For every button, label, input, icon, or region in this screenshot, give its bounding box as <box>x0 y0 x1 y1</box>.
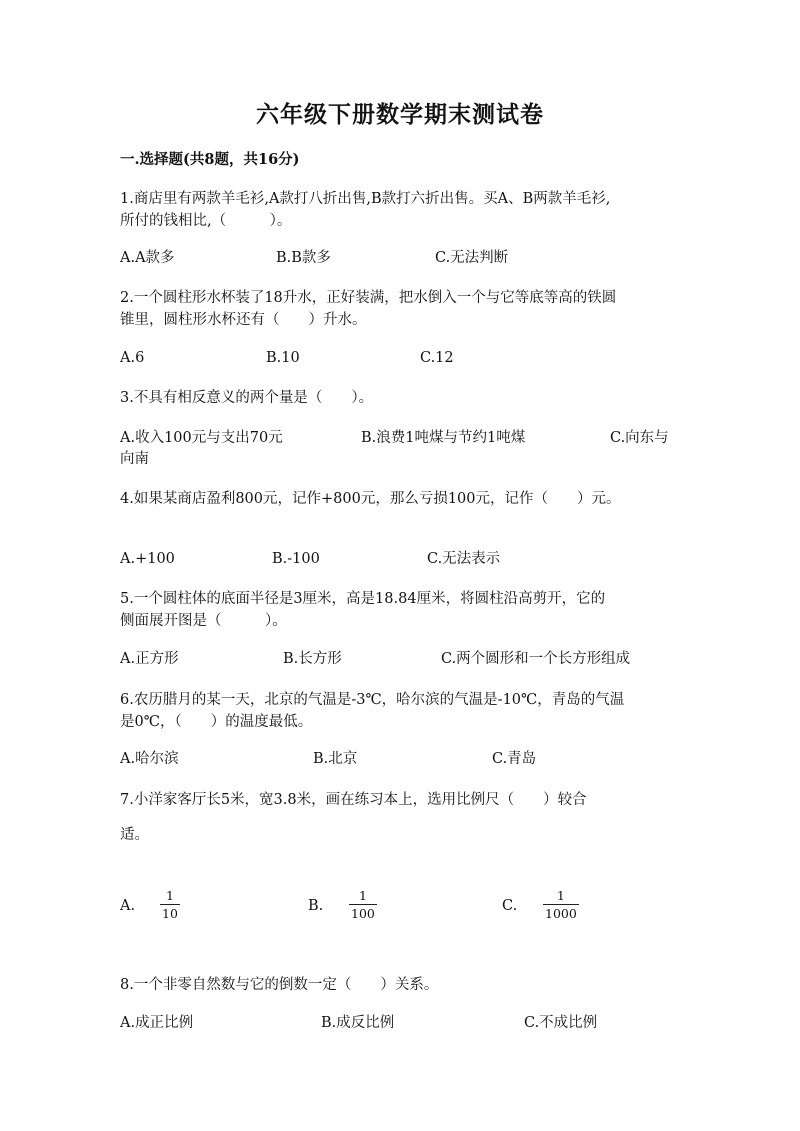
question-1-line-1: 1.商店里有两款羊毛衫,A款打八折出售,B款打六折出售。买A、B两款羊毛衫, <box>120 191 611 207</box>
question-7-option-b: B. <box>308 898 324 914</box>
question-2-option-c: C.12 <box>420 350 454 366</box>
question-6-option-a: A.哈尔滨 <box>120 751 179 767</box>
question-4-option-a: A.+100 <box>120 551 175 567</box>
question-4-option-c: C.无法表示 <box>427 551 501 567</box>
question-3-option-b: B.浪费1吨煤与节约1吨煤 <box>361 430 526 446</box>
question-6-option-b: B.北京 <box>313 751 358 767</box>
question-3-option-a: A.收入100元与支出70元 <box>120 430 283 446</box>
question-4-option-b: B.-100 <box>272 551 320 567</box>
question-1-line-2: 所付的钱相比,（ ）。 <box>120 213 292 229</box>
question-2-option-a: A.6 <box>120 350 145 366</box>
question-3-option-c-continued: 向南 <box>120 451 149 467</box>
question-8-option-b: B.成反比例 <box>321 1015 395 1031</box>
question-8-option-c: C.不成比例 <box>524 1015 598 1031</box>
question-8-line-1: 8.一个非零自然数与它的倒数一定（ ）关系。 <box>120 977 439 993</box>
question-6-option-c: C.青岛 <box>492 751 537 767</box>
question-3-option-c: C.向东与 <box>610 430 669 446</box>
question-2-line-2: 锥里，圆柱形水杯还有（ ）升水。 <box>120 312 367 328</box>
question-1-option-c: C.无法判断 <box>435 250 509 266</box>
question-7-option-a: A. <box>120 898 136 914</box>
question-6-line-2: 是0℃，（ ）的温度最低。 <box>120 714 313 730</box>
fraction-denominator: 10 <box>162 906 178 921</box>
fraction-numerator: 1 <box>165 888 174 903</box>
question-5-option-a: A.正方形 <box>120 651 179 667</box>
question-7-option-c: C. <box>502 898 518 914</box>
fraction-denominator: 100 <box>351 906 375 921</box>
page-title: 六年级下册数学期末测试卷 <box>256 101 544 128</box>
question-2-option-b: B.10 <box>266 350 300 366</box>
fraction-bar <box>349 904 377 905</box>
question-5-option-b: B.长方形 <box>283 651 342 667</box>
question-1-option-a: A.A款多 <box>120 250 175 266</box>
question-7-option-b-fraction <box>349 888 377 921</box>
fraction-numerator: 1 <box>358 888 367 903</box>
question-7-line-2: 适。 <box>120 827 149 843</box>
question-3-line-1: 3.不具有相反意义的两个量是（ ）。 <box>120 390 374 406</box>
section-heading: 一.选择题(共8题，共16分) <box>120 151 300 168</box>
fraction-denominator: 1000 <box>545 906 577 921</box>
question-5-line-2: 侧面展开图是（ ）。 <box>120 613 287 629</box>
fraction-bar <box>160 904 180 905</box>
fraction-numerator: 1 <box>556 888 565 903</box>
question-5-line-1: 5.一个圆柱体的底面半径是3厘米，高是18.84厘米，将圆柱沿高剪开，它的 <box>120 591 606 607</box>
question-2-line-1: 2.一个圆柱形水杯装了18升水，正好装满，把水倒入一个与它等底等高的铁圆 <box>120 290 617 306</box>
question-6-line-1: 6.农历腊月的某一天，北京的气温是-3℃，哈尔滨的气温是-10℃，青岛的气温 <box>120 692 625 708</box>
question-7-option-a-fraction <box>160 888 180 921</box>
question-1-option-b: B.B款多 <box>276 250 331 266</box>
question-7-line-1: 7.小洋家客厅长5米，宽3.8米，画在练习本上，选用比例尺（ ）较合 <box>120 792 587 808</box>
question-7-option-c-fraction <box>543 888 579 921</box>
fraction-bar <box>543 904 579 905</box>
question-8-option-a: A.成正比例 <box>120 1015 194 1031</box>
question-4-line-1: 4.如果某商店盈利800元，记作+800元，那么亏损100元，记作（ ）元。 <box>120 491 621 507</box>
question-5-option-c: C.两个圆形和一个长方形组成 <box>441 651 631 667</box>
